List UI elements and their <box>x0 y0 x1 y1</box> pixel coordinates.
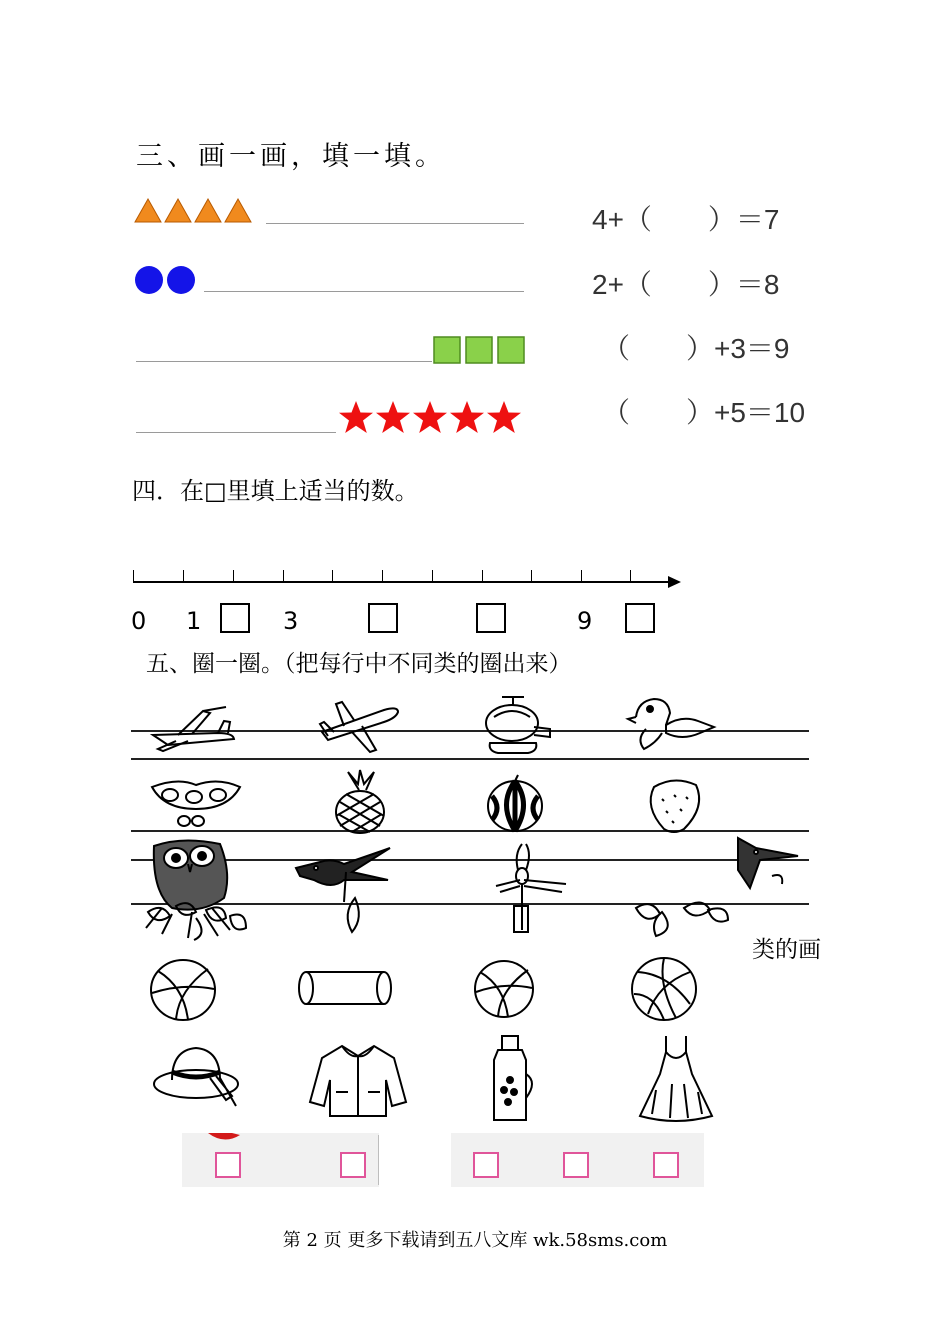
red-mark-icon <box>206 1131 242 1143</box>
answer-checkbox[interactable] <box>340 1152 366 1178</box>
number-label: 1 <box>186 607 202 635</box>
answer-checkbox[interactable] <box>563 1152 589 1178</box>
circle-shape <box>167 266 195 294</box>
answer-box[interactable] <box>220 603 250 633</box>
star-group <box>338 400 528 436</box>
jacket-icon[interactable] <box>308 1040 408 1120</box>
answer-line[interactable] <box>136 361 432 362</box>
arrow-right-icon <box>668 576 682 588</box>
answer-box[interactable] <box>476 603 506 633</box>
square-shape <box>466 337 492 363</box>
star-shape <box>487 401 521 433</box>
leaf-sprig-icon <box>340 896 370 936</box>
square-shape <box>498 337 524 363</box>
equation-2: 2+（ ）＝8 <box>592 269 780 300</box>
circle-shape <box>135 266 163 294</box>
fragment-text: 类的画 <box>752 937 821 963</box>
hat-icon[interactable] <box>150 1042 242 1112</box>
number-line <box>133 581 673 583</box>
number-line-tick <box>133 570 134 581</box>
answer-box[interactable] <box>625 603 655 633</box>
swallow-icon[interactable] <box>292 840 392 896</box>
number-line-tick <box>432 570 433 581</box>
number-label: 9 <box>577 607 593 635</box>
triangle-shape <box>195 199 221 222</box>
strawberry-icon[interactable] <box>644 777 706 833</box>
equation-1: 4+（ ）＝7 <box>592 204 780 235</box>
answer-line[interactable] <box>136 432 336 433</box>
answer-box[interactable] <box>368 603 398 633</box>
number-label: 3 <box>283 607 299 635</box>
number-line-tick <box>382 570 383 581</box>
glider-plane-icon[interactable] <box>148 703 238 753</box>
pineapple-icon[interactable] <box>328 770 390 834</box>
square-group <box>432 335 528 365</box>
volleyball-icon[interactable] <box>628 954 700 1024</box>
dragonfly-icon[interactable] <box>492 840 572 936</box>
circle-group <box>134 264 200 296</box>
cylinder-icon[interactable] <box>296 968 396 1008</box>
answer-checkbox[interactable] <box>473 1152 499 1178</box>
triangle-shape <box>225 199 251 222</box>
equation-3: （ ）+3＝9 <box>602 333 790 364</box>
peapod-icon[interactable] <box>148 775 244 831</box>
dress-icon[interactable] <box>636 1034 716 1122</box>
star-shape <box>339 401 373 433</box>
star-shape <box>413 401 447 433</box>
number-line-tick <box>233 570 234 581</box>
number-line-tick <box>531 570 532 581</box>
woodpecker-icon[interactable] <box>728 830 804 894</box>
star-shape <box>450 401 484 433</box>
section3-title: 三、画一画，填一填。 <box>136 141 446 172</box>
watermelon-icon[interactable] <box>484 774 548 834</box>
thermos-icon[interactable] <box>490 1034 540 1126</box>
triangle-shape <box>165 199 191 222</box>
jet-plane-icon[interactable] <box>314 698 402 754</box>
answer-checkbox[interactable] <box>653 1152 679 1178</box>
star-shape <box>376 401 410 433</box>
divider-line <box>131 758 809 760</box>
section5-title: 五、圈一圈。（把每行中不同类的圈出来） <box>146 651 572 677</box>
number-line-tick <box>581 570 582 581</box>
number-line-tick <box>183 570 184 581</box>
number-line-tick <box>482 570 483 581</box>
leaves-icon <box>146 898 250 942</box>
triangle-group <box>134 197 259 223</box>
equation-4: （ ）+5＝10 <box>602 397 806 428</box>
helicopter-icon[interactable] <box>472 693 554 759</box>
basketball-icon[interactable] <box>472 958 536 1020</box>
number-line-tick <box>332 570 333 581</box>
leaves-icon <box>632 896 732 940</box>
panel-divider <box>378 1135 379 1185</box>
number-line-tick <box>630 570 631 581</box>
square-shape <box>434 337 460 363</box>
section4-title: 四．在□里填上适当的数。 <box>132 477 419 505</box>
triangle-shape <box>135 199 161 222</box>
page-footer: 第 2 页 更多下载请到五八文库 wk.58sms.com <box>282 1230 668 1251</box>
basketball-icon[interactable] <box>148 957 218 1023</box>
number-label: 0 <box>131 607 147 635</box>
answer-line[interactable] <box>204 291 524 292</box>
answer-checkbox[interactable] <box>215 1152 241 1178</box>
answer-line[interactable] <box>266 223 524 224</box>
bird-icon[interactable] <box>626 693 718 755</box>
number-line-tick <box>283 570 284 581</box>
